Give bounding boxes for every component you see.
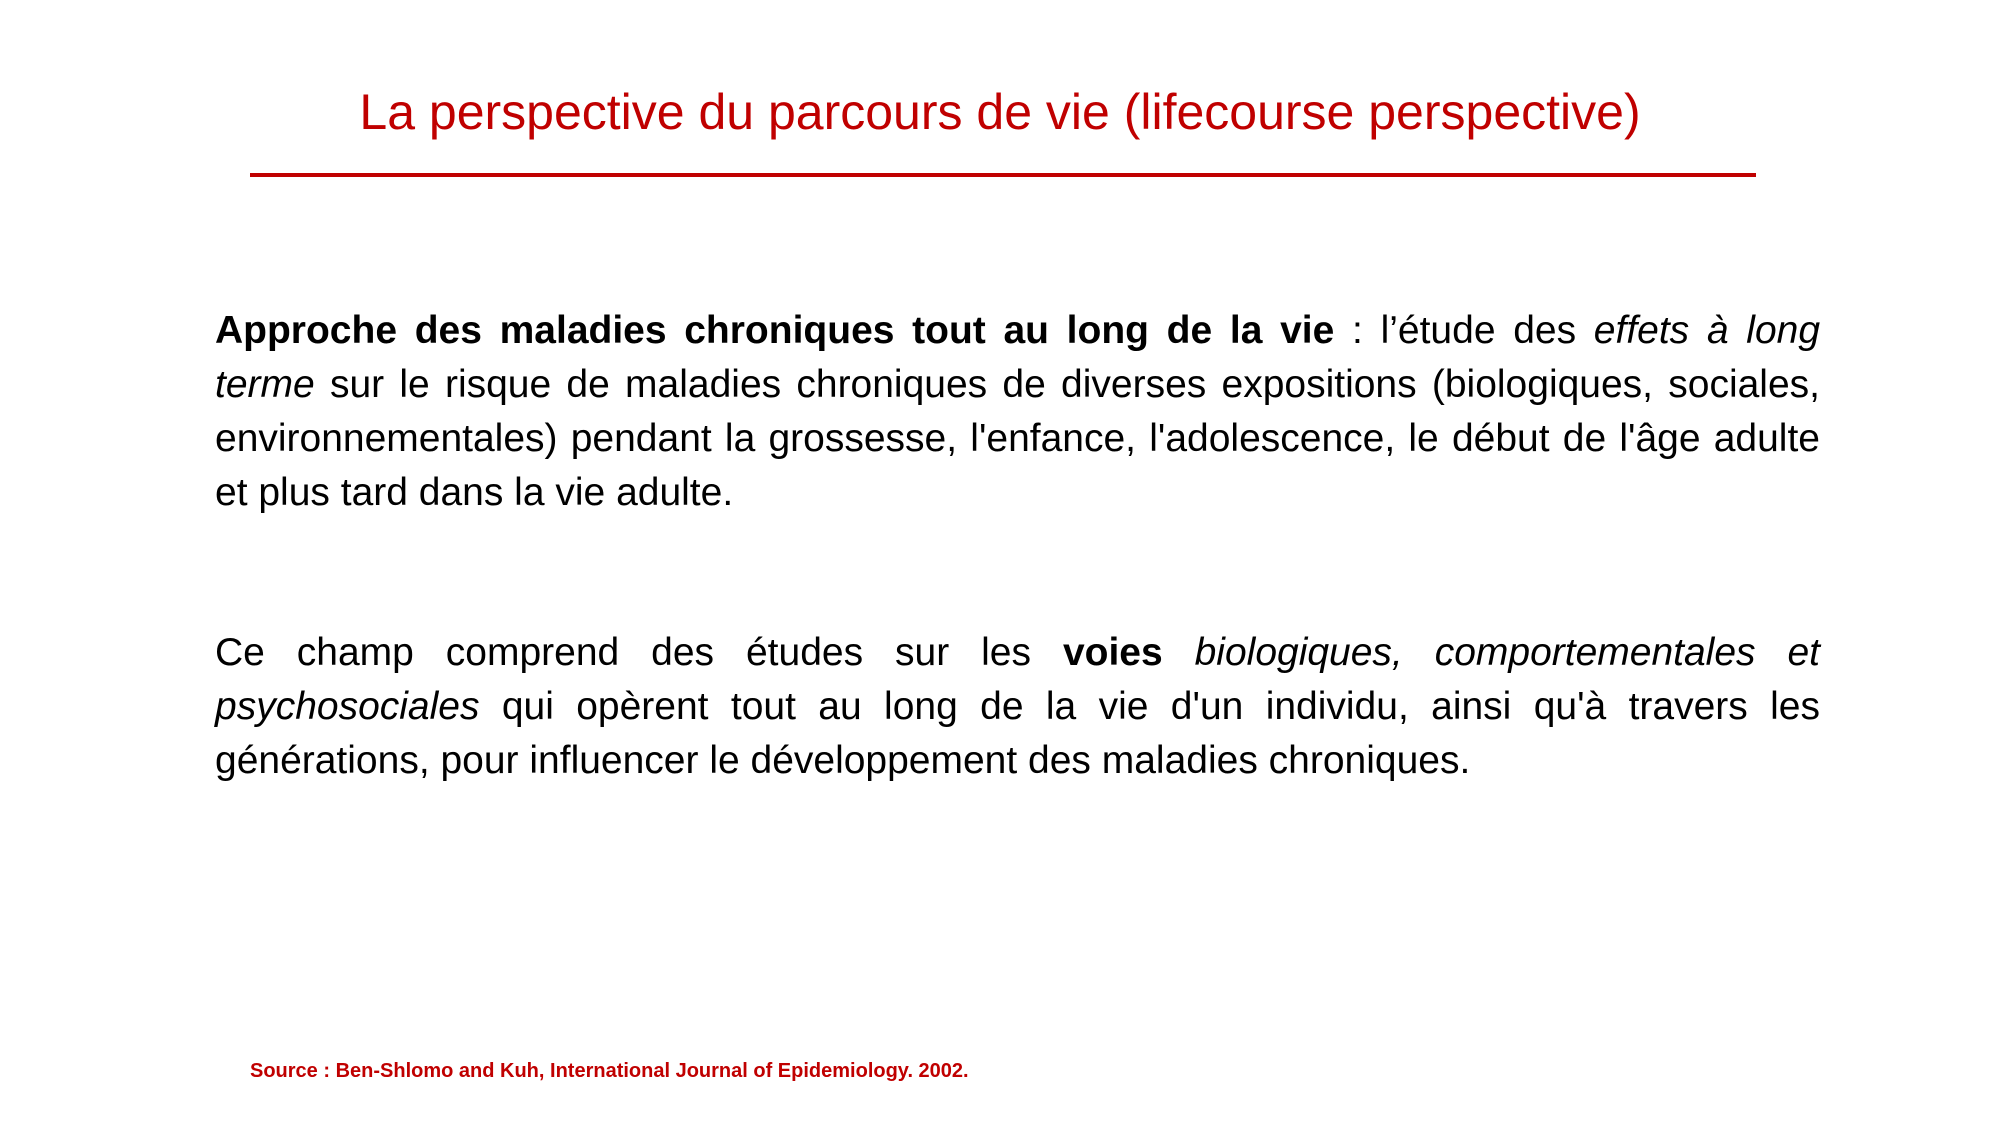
text: Ce champ comprend des études sur les: [215, 631, 1063, 674]
text: : l’étude des: [1334, 309, 1594, 352]
paragraph-definition: [215, 304, 1820, 520]
emphasis: effets à long terme: [215, 309, 1821, 406]
slide-title: La perspective du parcours de vie (lifecourse perspective): [359, 84, 1641, 140]
definition-term: Approche des maladies chroniques tout au long de la vie: [215, 309, 1335, 352]
text: qui opèrent tout au long de la vie d'un individu, ainsi qu'à travers les générations, pour influencer le développement des maladies chroniques.: [215, 685, 1820, 782]
title-underline: [250, 173, 1756, 177]
paragraph-scope: [215, 626, 1820, 788]
emphasis: biologiques, comportementales et psychosociales: [215, 631, 1820, 728]
text: sur le risque de maladies chroniques de diverses expositions (biologiques, sociales, environnementales) pendant la grossesse, l'enfance, l'adolescence, le début de l'âge adulte et plus tard dans la vie adulte.: [215, 363, 1820, 514]
source-citation: Source : Ben-Shlomo and Kuh, International Journal of Epidemiology. 2002.: [250, 1060, 969, 1082]
emphasis-bold: voies: [1062, 631, 1163, 674]
